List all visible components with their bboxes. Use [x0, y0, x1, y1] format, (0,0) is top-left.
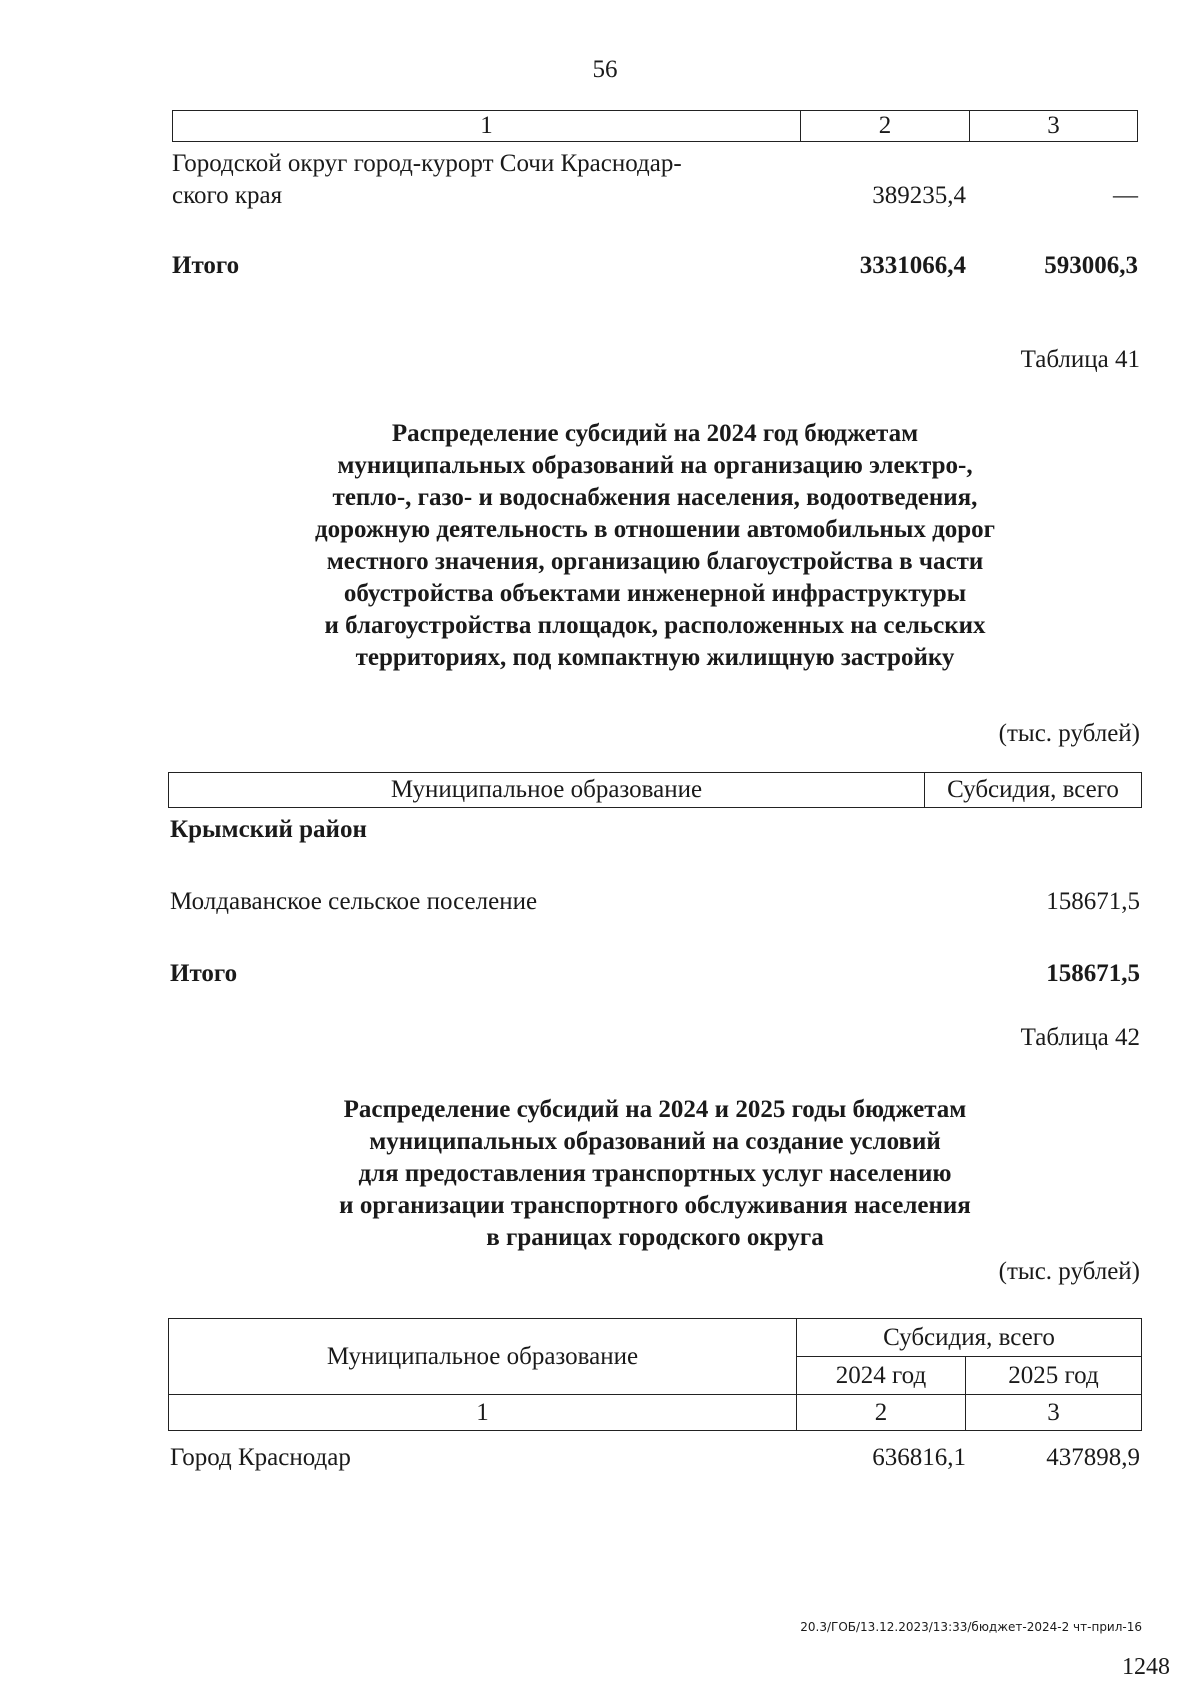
table42-label: Таблица 42 — [1020, 1024, 1140, 1051]
col-number-3: 3 — [970, 111, 1138, 142]
title-line: Распределение субсидий на 2024 и 2025 годы бюджетам — [343, 1096, 967, 1123]
table40-header — [172, 110, 1138, 142]
t41-total-value: 158671,5 — [1046, 960, 1140, 987]
row-moldavanskoe-value: 158671,5 — [1046, 888, 1140, 915]
table41-header — [168, 772, 1142, 808]
title-line: Распределение субсидий на 2024 год бюджетам — [391, 420, 919, 447]
col-number-2: 2 — [801, 111, 970, 142]
title-line: и благоустройства площадок, расположенных на сельских — [324, 612, 986, 639]
table42-title — [150, 1094, 1160, 1254]
table41-label: Таблица 41 — [1020, 346, 1140, 373]
district-name: Крымский район — [170, 816, 367, 843]
title-line: дорожную деятельность в отношении автомобильных дорог — [314, 516, 995, 543]
title-line: территориях, под компактную жилищную застройку — [355, 644, 955, 671]
footer-stamp: 20.3/ГОБ/13.12.2023/13:33/бюджет-2024-2 чт-прил-16 — [800, 1620, 1142, 1634]
t40-total-value-2: 3331066,4 — [859, 252, 966, 279]
col-number-3: 3 — [966, 1395, 1142, 1431]
table42-units: (тыс. рублей) — [998, 1258, 1140, 1285]
header-municipality: Муниципальное образование — [169, 773, 925, 808]
row-sochi-name-line1: Городской округ город-курорт Сочи Краснодар- — [172, 150, 682, 177]
title-line: муниципальных образований на создание условий — [369, 1128, 941, 1155]
title-line: и организации транспортного обслуживания населения — [339, 1192, 971, 1219]
title-line: тепло-, газо- и водоснабжения населения, водоотведения, — [332, 484, 978, 511]
sheet-number: 1248 — [1122, 1654, 1170, 1680]
table41-title — [150, 418, 1160, 674]
col-number-2: 2 — [797, 1395, 966, 1431]
title-line: муниципальных образований на организацию электро-, — [337, 452, 973, 479]
header-year-2024: 2024 год — [797, 1357, 966, 1395]
row-krasnodar-value-2025: 437898,9 — [1046, 1444, 1140, 1471]
t41-total-label: Итого — [170, 960, 238, 987]
header-year-2025: 2025 год — [966, 1357, 1142, 1395]
title-line: в границах городского округа — [486, 1224, 824, 1251]
title-line: для предоставления транспортных услуг населению — [358, 1160, 952, 1187]
row-krasnodar-name: Город Краснодар — [170, 1444, 351, 1471]
title-line: обустройства объектами инженерной инфраструктуры — [343, 580, 967, 607]
col-number-1: 1 — [169, 1395, 797, 1431]
col-number-1: 1 — [173, 111, 801, 142]
row-sochi-value-2: 389235,4 — [872, 182, 966, 209]
table42-header — [168, 1318, 1142, 1431]
title-line: местного значения, организацию благоустройства в части — [326, 548, 984, 575]
row-sochi-name-line2: ского края — [172, 182, 283, 209]
header-municipality: Муниципальное образование — [169, 1319, 797, 1395]
header-subsidy-total: Субсидия, всего — [797, 1319, 1142, 1357]
row-krasnodar-value-2024: 636816,1 — [872, 1444, 966, 1471]
header-subsidy-total: Субсидия, всего — [925, 773, 1142, 808]
row-sochi-value-3: — — [1113, 182, 1138, 209]
table41-units: (тыс. рублей) — [998, 720, 1140, 747]
t40-total-label: Итого — [172, 252, 240, 279]
t40-total-value-3: 593006,3 — [1044, 252, 1138, 279]
row-moldavanskoe-name: Молдаванское сельское поселение — [170, 888, 538, 915]
page-number: 56 — [592, 56, 618, 83]
